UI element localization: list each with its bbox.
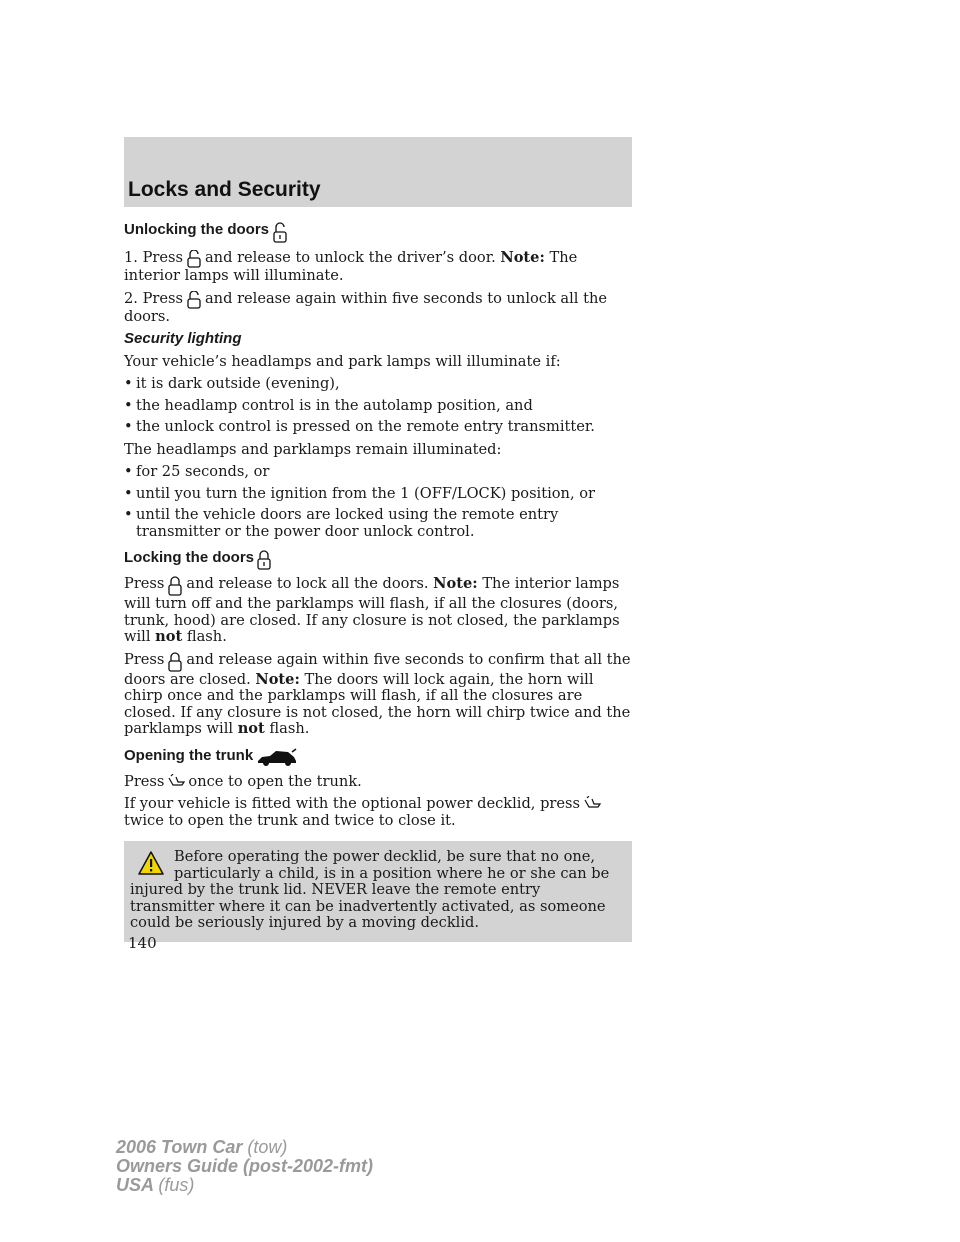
- note-label: Note:: [500, 249, 545, 266]
- lock-p1-prefix: Press: [124, 575, 165, 592]
- page-number: 140: [128, 934, 157, 952]
- list-item: • the headlamp control is in the autolamp position, and: [124, 398, 632, 415]
- unlock-heading-text: Unlocking the doors: [124, 221, 270, 238]
- unlock-icon: [186, 250, 202, 268]
- footer-line-3: [116, 1176, 373, 1195]
- footer-market-code: (fus): [158, 1175, 195, 1195]
- lock-padlock-icon: [257, 550, 271, 570]
- unlock-heading: [124, 222, 632, 244]
- lock-heading-text: Locking the doors: [124, 549, 255, 566]
- trunk-release-icon: [167, 774, 185, 790]
- security-conditions-list: [124, 376, 632, 436]
- lock-p2-text: and release again within five seconds to confirm that all the doors are closed.: [124, 650, 631, 688]
- footer-market: USA: [116, 1175, 154, 1195]
- list-item: • it is dark outside (evening),: [124, 376, 632, 393]
- emphasis-not: not: [155, 628, 183, 645]
- list-item: • until the vehicle doors are locked using the remote entry transmitter or the power door unlock control.: [124, 507, 632, 540]
- lock-paragraph-2: [124, 652, 632, 738]
- trunk-p2-prefix: If your vehicle is fitted with the optional power decklid, press: [124, 795, 580, 812]
- warning-text-rest: injured by the trunk lid. NEVER leave the remote entry transmitter where it can be inadvertently activated, as someone could be seriously injured by a moving decklid.: [130, 881, 606, 931]
- warning-triangle-icon: [138, 851, 164, 875]
- trunk-p2-text: twice to open the trunk and twice to close it.: [124, 811, 456, 829]
- list-item-text: the unlock control is pressed on the remote entry transmitter.: [136, 418, 595, 435]
- trunk-paragraph-2: [124, 796, 632, 829]
- unlock-icon: [186, 291, 202, 309]
- lock-p1-end: flash.: [186, 628, 227, 645]
- list-item: • for 25 seconds, or: [124, 464, 632, 481]
- lock-p2-prefix: Press: [124, 650, 165, 668]
- security-remain-list: [124, 464, 632, 540]
- car-icon: [256, 748, 298, 768]
- list-item-text: it is dark outside (evening),: [136, 375, 340, 392]
- security-heading: Security lighting: [124, 330, 242, 347]
- note-label: Note:: [433, 575, 478, 592]
- unlock-step-2-text: and release again within five seconds to unlock all the doors.: [124, 289, 608, 325]
- page-title: Locks and Security: [128, 178, 321, 201]
- trunk-release-icon: [583, 796, 601, 812]
- warning-text-first: Before operating the power decklid, be sure that no one, particularly a child, is in a position where he or she can be: [174, 848, 610, 882]
- footer-guide: Owners Guide (post-2002-fmt): [116, 1156, 374, 1176]
- lock-p2-note: The doors will lock again, the horn will chirp once and the parklamps will flash, if all the closures are closed. If any closure is not closed, the horn will chirp twice and the parklamps will: [124, 670, 631, 737]
- unlock-step-1: [124, 250, 632, 285]
- footer-line-1: [116, 1138, 373, 1157]
- list-item-text: until the vehicle doors are locked using the remote entry transmitter or the power door unlock control.: [136, 506, 559, 540]
- unlock-padlock-icon: [272, 222, 288, 244]
- footer-model: 2006 Town Car: [116, 1137, 243, 1157]
- trunk-paragraph-1: [124, 774, 632, 791]
- security-remain-intro: The headlamps and parklamps remain illuminated:: [124, 440, 502, 458]
- note-label: Note:: [255, 670, 300, 688]
- unlock-step-1-note: The interior lamps will illuminate.: [124, 249, 578, 284]
- main-content: [124, 222, 632, 942]
- lock-p1-text: and release to lock all the doors.: [186, 575, 429, 592]
- list-item-text: the headlamp control is in the autolamp position, and: [136, 396, 533, 414]
- lock-icon: [167, 576, 183, 596]
- trunk-p1-text: once to open the trunk.: [188, 772, 362, 790]
- unlock-step-1-text: and release to unlock the driver’s door.: [204, 249, 496, 266]
- list-item: • until you turn the ignition from the 1 (OFF/LOCK) position, or: [124, 486, 632, 503]
- emphasis-not: not: [237, 720, 265, 737]
- lock-heading: [124, 550, 632, 570]
- unlock-step-1-prefix: 1. Press: [124, 249, 183, 266]
- list-item-text: until you turn the ignition from the 1 (OFF/LOCK) position, or: [136, 484, 595, 502]
- unlock-step-2-prefix: 2. Press: [124, 289, 183, 307]
- list-item: • the unlock control is pressed on the remote entry transmitter.: [124, 419, 632, 436]
- trunk-heading-text: Opening the trunk: [124, 746, 254, 764]
- trunk-heading: [124, 748, 632, 768]
- list-item-text: for 25 seconds, or: [136, 463, 270, 480]
- lock-paragraph-1: [124, 576, 632, 646]
- warning-box: [124, 841, 632, 942]
- security-intro: Your vehicle’s headlamps and park lamps will illuminate if:: [124, 352, 561, 370]
- footer-line-2: [116, 1157, 373, 1176]
- footer-model-code: (tow): [247, 1137, 288, 1157]
- trunk-p1-prefix: Press: [124, 772, 165, 790]
- unlock-step-2: [124, 291, 632, 326]
- lock-p1-note: The interior lamps will turn off and the parklamps will flash, if all the closures (doors, trunk, hood) are closed. If any closure is not closed, the parklamps will: [124, 575, 620, 645]
- lock-p2-end: flash.: [269, 720, 310, 737]
- lock-icon: [167, 652, 183, 672]
- footer: [116, 1138, 373, 1195]
